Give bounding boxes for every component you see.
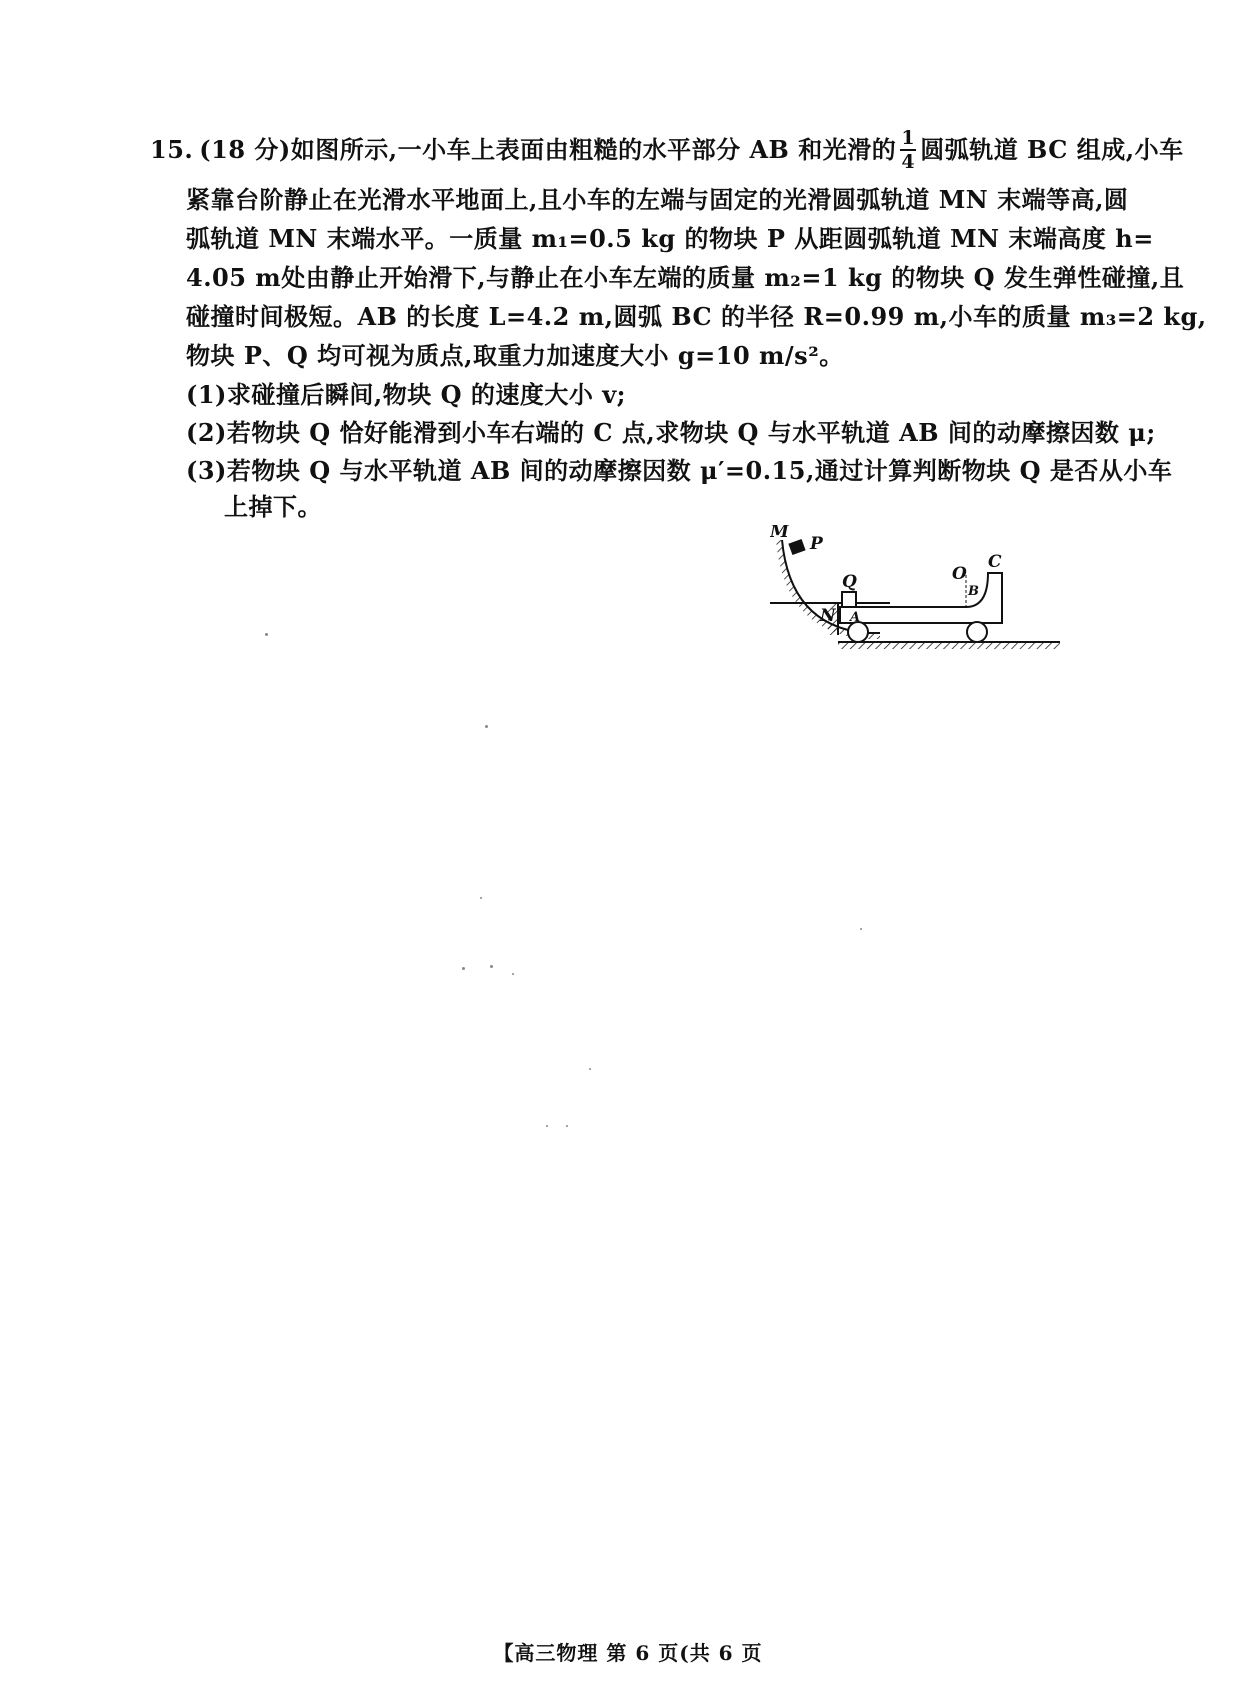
problem-stem-body [150, 182, 1207, 374]
label-p: P [810, 534, 823, 554]
scan-speck [485, 725, 488, 728]
label-m: M [770, 525, 789, 542]
diagram-svg [770, 525, 1140, 695]
scan-speck [490, 965, 493, 968]
label-a: A [850, 610, 861, 625]
problem-stem-first-line [150, 120, 1184, 180]
scan-speck [512, 973, 514, 975]
problem-15 [150, 120, 1207, 525]
page-footer: 【高三物理 第 6 页(共 6 页 [493, 1641, 763, 1665]
stem-line: 4.05 m处由静止开始滑下,与静止在小车左端的质量 m₂=1 kg 的物块 Q 发生弹性碰撞,且 [186, 263, 1185, 292]
label-o: O [952, 564, 967, 584]
physics-diagram [770, 525, 1140, 695]
stem-part2: 圆弧轨道 BC 组成,小车 [920, 135, 1184, 164]
block-q [842, 592, 856, 607]
stem-line: 物块 P、Q 均可视为质点,取重力加速度大小 g=10 m/s²。 [186, 341, 844, 370]
fraction-one-quarter [900, 127, 916, 173]
stem-line: 碰撞时间极短。AB 的长度 L=4.2 m,圆弧 BC 的半径 R=0.99 m,小车的质量 m₃=2 kg, [186, 302, 1207, 331]
scan-speck [566, 1125, 568, 1127]
scan-speck [462, 967, 465, 970]
stem-part1: (18 分)如图所示,一小车上表面由粗糙的水平部分 AB 和光滑的 [199, 135, 897, 164]
wheel-left [848, 622, 868, 642]
label-q: Q [842, 572, 857, 592]
lower-ground-hatching [838, 642, 1060, 649]
stem-line: 紧靠台阶静止在光滑水平地面上,且小车的左端与固定的光滑圆弧轨道 MN 末端等高,圆 [186, 185, 1129, 214]
label-b: B [968, 584, 979, 599]
sub-question-1: (1)求碰撞后瞬间,物块 Q 的速度大小 v; [186, 380, 627, 409]
label-c: C [988, 552, 1002, 572]
scan-speck [546, 1125, 548, 1127]
problem-number: 15. [150, 135, 194, 164]
sub-question-3-continuation: 上掉下。 [224, 492, 322, 521]
label-n: N [820, 606, 836, 626]
sub-question-2: (2)若物块 Q 恰好能滑到小车右端的 C 点,求物块 Q 与水平轨道 AB 间的动摩擦因数 μ; [186, 418, 1156, 447]
scan-speck [265, 633, 268, 636]
stem-line: 弧轨道 MN 末端水平。一质量 m₁=0.5 kg 的物块 P 从距圆弧轨道 MN 末端高度 h= [186, 224, 1154, 253]
scan-speck [480, 897, 482, 899]
scan-speck [589, 1068, 591, 1070]
fraction-numerator: 1 [901, 127, 916, 149]
fraction-denominator: 4 [901, 151, 916, 173]
wheel-right [967, 622, 987, 642]
block-p [788, 539, 805, 555]
sub-question-3: (3)若物块 Q 与水平轨道 AB 间的动摩擦因数 μ′=0.15,通过计算判断物块 Q 是否从小车 [186, 456, 1173, 485]
scan-speck [860, 928, 862, 930]
